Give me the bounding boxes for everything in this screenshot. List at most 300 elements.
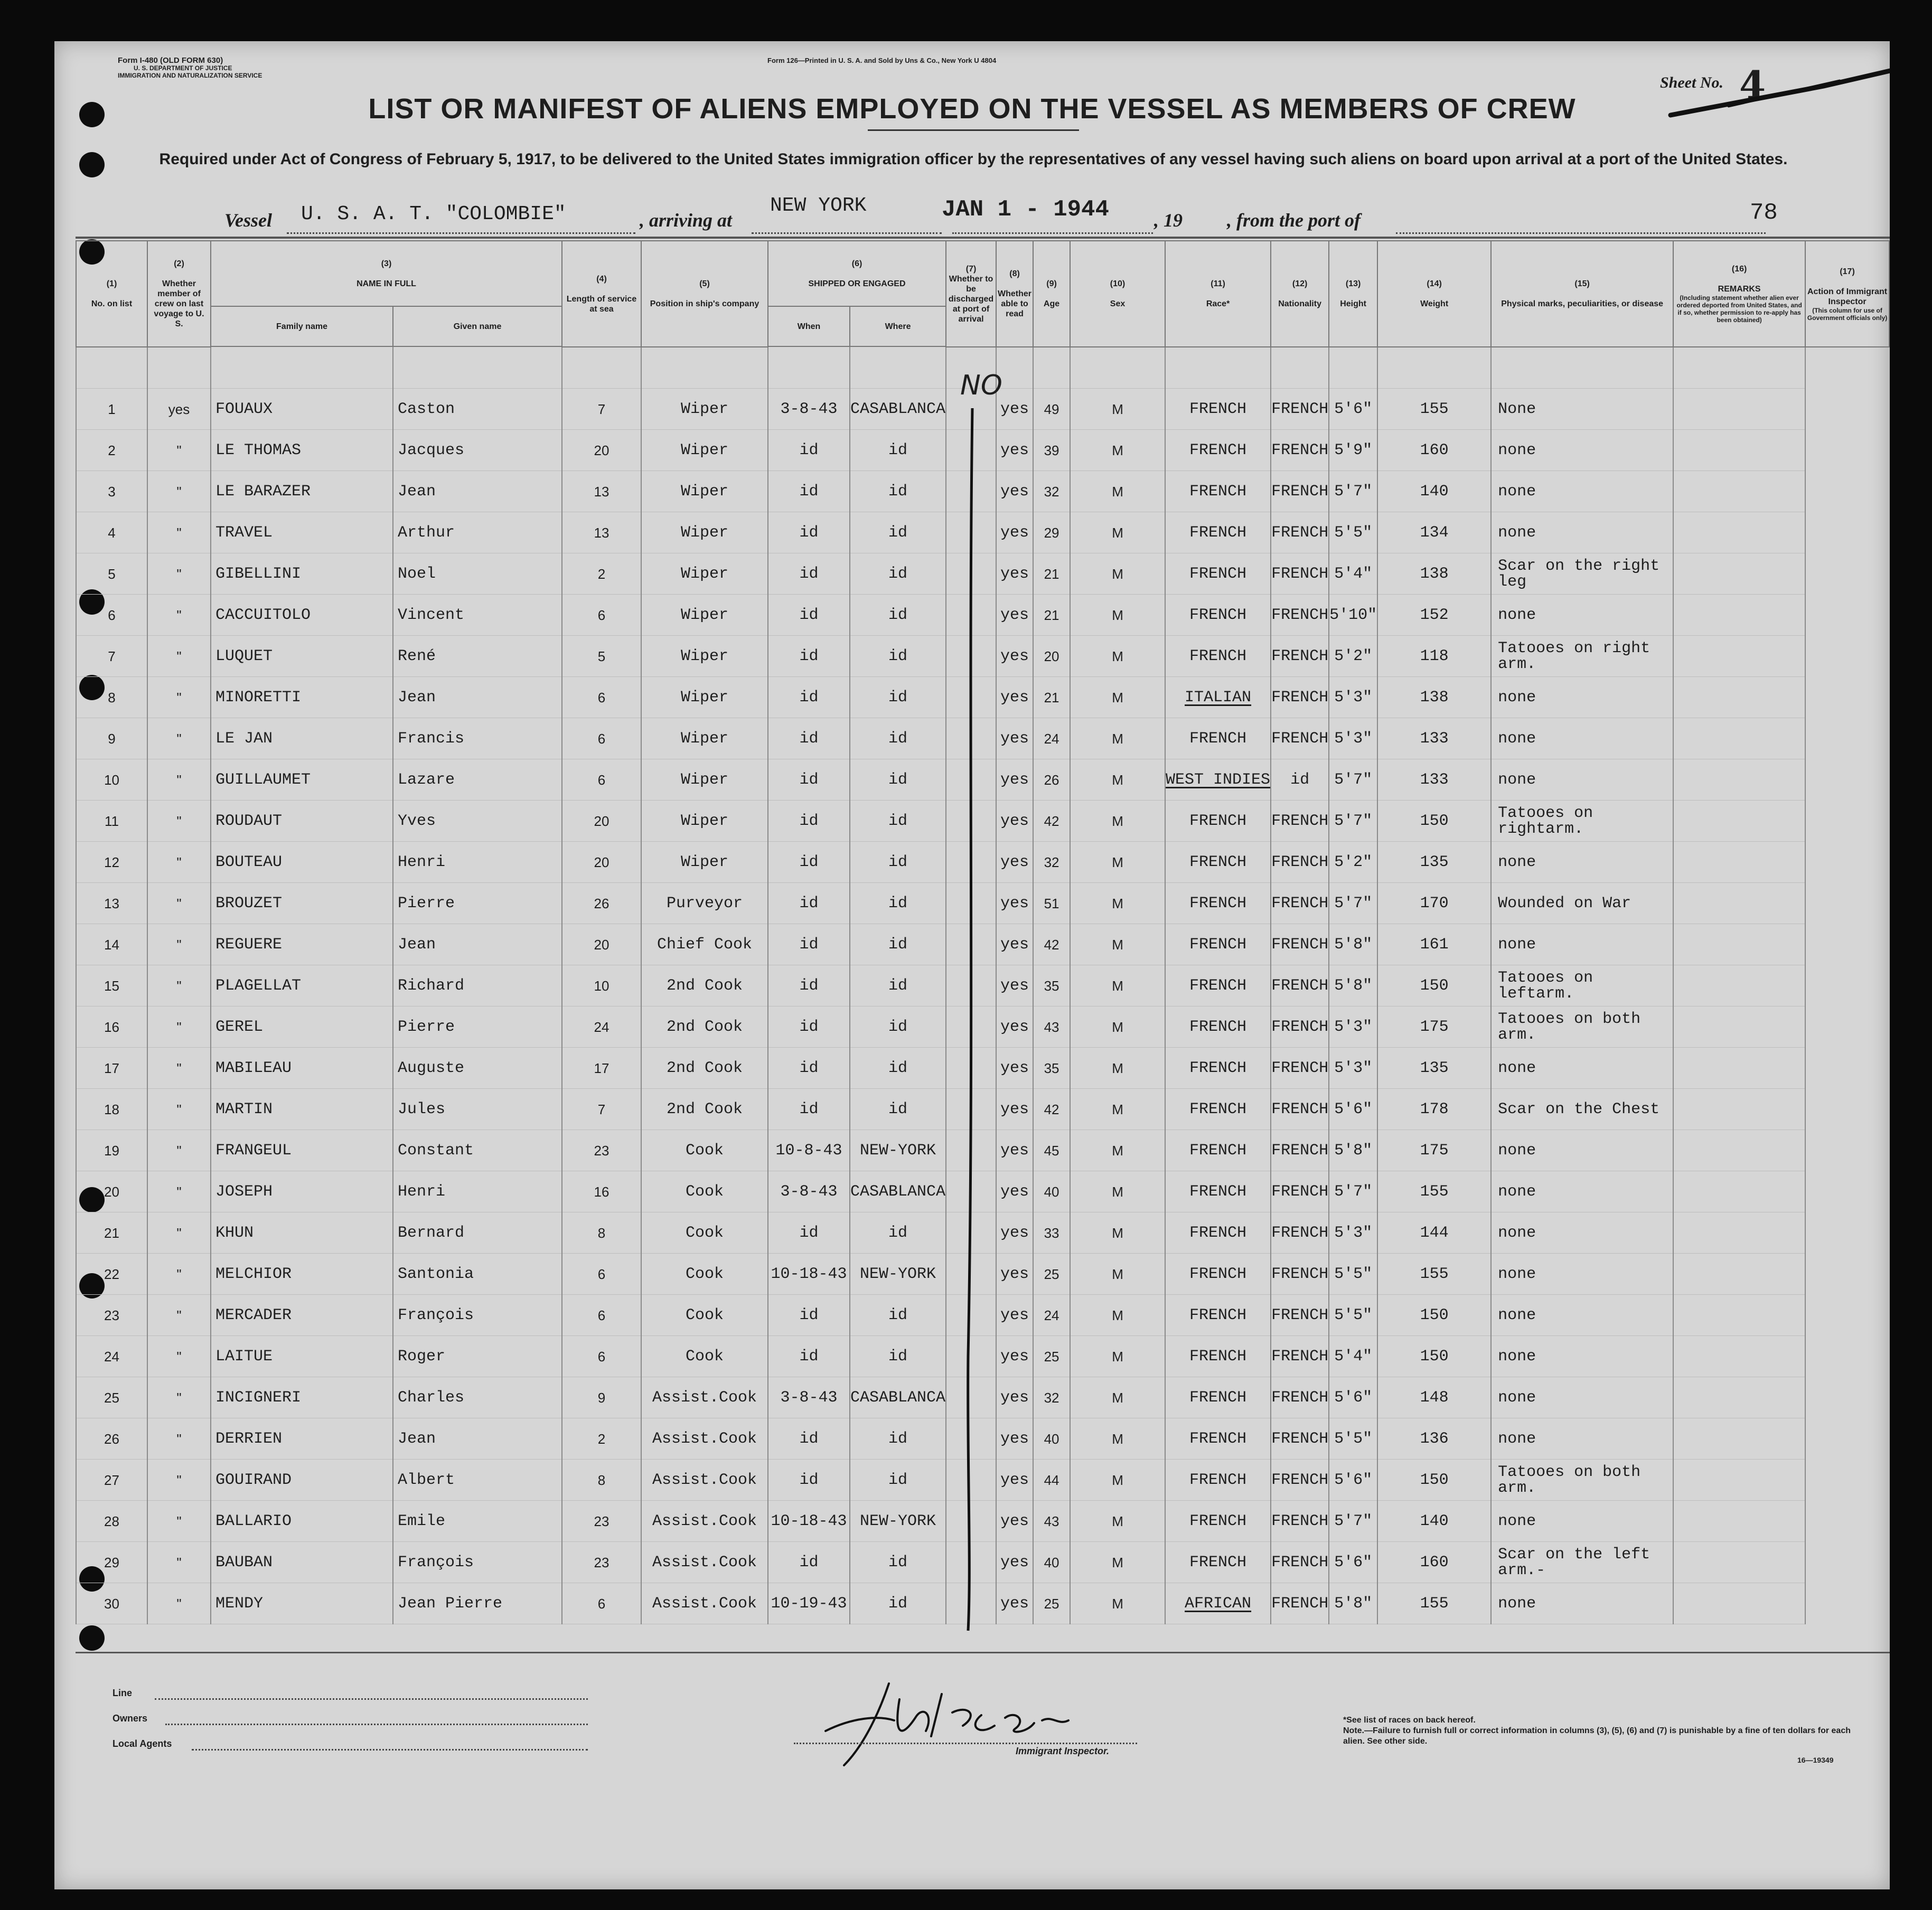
discharge-annotation: NO [960,370,1002,401]
shipped-where-cell [850,801,946,842]
weight-cell [1377,553,1491,595]
weight-value: 148 [1420,1388,1449,1407]
physical-marks-value: none [1498,935,1536,954]
shipped-where-value: CASABLANCA [850,400,946,418]
form-id: Form I-480 (OLD FORM 630) [118,56,223,65]
shipped-when-value: 3-8-43 [780,1388,838,1407]
physical-marks-cell [1491,430,1673,471]
race-value: FRENCH [1189,1347,1247,1366]
previous-voyage-cell [147,1254,211,1295]
weight-value: 175 [1420,1141,1449,1160]
position-value: Assist.Cook [652,1388,757,1407]
sex-cell [1070,1006,1165,1048]
physical-marks-value: Tatooes on right arm. [1498,639,1650,673]
race-cell [1165,512,1271,553]
family-name-value: GOUIRAND [215,1471,292,1489]
race-cell [1165,842,1271,883]
shipped-when-value: id [799,1429,819,1448]
able-to-read-cell [996,1583,1033,1624]
given-name-value: François [398,1306,474,1324]
physical-marks-value: Wounded on War [1498,894,1631,912]
age-value: 32 [1044,1389,1059,1406]
age-value: 24 [1044,730,1059,747]
height-value: 5'8" [1334,1594,1373,1613]
height-cell [1329,965,1377,1006]
weight-value: 150 [1420,1347,1449,1366]
physical-marks-cell [1491,636,1673,677]
nationality-value: FRENCH [1271,400,1329,418]
row-number-cell [76,1254,147,1295]
col-when-header: When [768,306,850,346]
able-to-read-value: yes [1000,935,1029,954]
nationality-value: FRENCH [1271,1594,1329,1613]
shipped-where-value: id [888,482,908,501]
height-value: 5'3" [1334,688,1373,707]
race-value: FRENCH [1189,729,1247,748]
given-name-value: René [398,647,436,665]
previous-voyage-value: " [176,1266,182,1282]
physical-marks-cell [1491,553,1673,595]
position-cell [641,1377,768,1418]
height-value: 5'10" [1329,606,1377,624]
able-to-read-cell [996,965,1033,1006]
age-value: 21 [1044,607,1059,623]
row-number-cell [76,471,147,512]
previous-voyage-value: " [176,1060,182,1076]
arrival-date: JAN 1 - 1944 [942,196,1109,223]
remarks-cell [1673,883,1805,924]
family-name-value: GEREL [215,1018,264,1036]
physical-marks-cell [1491,1336,1673,1377]
weight-value: 138 [1420,564,1449,583]
shipped-when-value: id [799,441,819,459]
binder-hole [79,152,105,177]
sex-value: M [1112,401,1123,417]
height-value: 5'5" [1334,523,1373,542]
shipped-when-cell [768,636,850,677]
shipped-where-cell [850,1418,946,1460]
age-cell [1033,759,1070,801]
family-name-cell [211,1089,393,1130]
sex-cell [1070,1254,1165,1295]
shipped-when-cell [768,1089,850,1130]
height-value: 5'4" [1334,1347,1373,1366]
given-name-value: Henri [398,853,446,871]
able-to-read-value: yes [1000,1388,1029,1407]
race-cell [1165,718,1271,759]
physical-marks-cell [1491,718,1673,759]
col-race-header: (11) Race* [1165,241,1271,347]
family-name-value: GUILLAUMET [215,770,311,789]
race-cell [1165,1048,1271,1089]
given-name-cell [393,512,562,553]
service-length-cell [562,1130,641,1171]
race-cell [1165,965,1271,1006]
height-value: 5'7" [1334,482,1373,501]
service-length-cell [562,1542,641,1583]
shipped-when-cell [768,1460,850,1501]
shipped-where-cell [850,759,946,801]
physical-marks-value: none [1498,1347,1536,1366]
previous-voyage-value: " [176,689,182,705]
position-cell [641,1130,768,1171]
row-number-value: 5 [108,566,116,582]
position-value: Chief Cook [656,935,753,954]
race-cell [1165,1583,1271,1624]
sex-value: M [1112,1225,1123,1241]
given-name-value: Yves [398,812,436,830]
weight-value: 155 [1420,1265,1449,1283]
service-length-cell [562,883,641,924]
family-name-cell [211,1336,393,1377]
shipped-where-cell [850,1336,946,1377]
shipped-when-cell [768,718,850,759]
row-number-value: 30 [104,1595,119,1612]
shipped-when-cell [768,1006,850,1048]
race-value: FRENCH [1189,606,1247,624]
height-cell [1329,636,1377,677]
shipped-where-cell [850,842,946,883]
weight-value: 150 [1420,976,1449,995]
race-value: FRENCH [1189,1429,1247,1448]
age-cell [1033,883,1070,924]
race-cell [1165,389,1271,430]
nationality-cell [1271,1006,1329,1048]
nationality-value: FRENCH [1271,441,1329,459]
shipped-when-cell [768,1254,850,1295]
physical-marks-cell [1491,759,1673,801]
position-cell [641,595,768,636]
service-length-cell [562,595,641,636]
service-length-cell [562,677,641,718]
nationality-cell [1271,801,1329,842]
given-name-cell [393,1171,562,1212]
position-cell [641,1418,768,1460]
sex-value: M [1112,854,1123,870]
page-title: LIST OR MANIFEST OF ALIENS EMPLOYED ON THE VESSEL AS MEMBERS OF CREW [368,93,1576,125]
service-length-value: 26 [594,895,609,911]
physical-marks-value: none [1498,1512,1536,1530]
remarks-cell [1673,430,1805,471]
previous-voyage-value: " [176,1019,182,1035]
nationality-cell [1271,1336,1329,1377]
race-value: FRENCH [1189,441,1247,459]
shipped-where-value: id [888,441,908,459]
shipped-where-value: id [888,564,908,583]
physical-marks-value: none [1498,770,1536,789]
previous-voyage-value: " [176,483,182,500]
shipped-when-cell [768,924,850,965]
given-name-cell [393,595,562,636]
shipped-when-value: 3-8-43 [780,400,838,418]
previous-voyage-cell [147,883,211,924]
height-cell [1329,801,1377,842]
col-where-header: Where [850,306,946,346]
given-name-cell [393,430,562,471]
family-name-value: BROUZET [215,894,283,912]
race-cell [1165,553,1271,595]
col-weight-header: (14) Weight [1377,241,1491,347]
nationality-cell [1271,512,1329,553]
given-name-value: Jean [398,1429,436,1448]
previous-voyage-value: " [176,977,182,994]
physical-marks-value: None [1498,400,1536,418]
position-cell [641,1089,768,1130]
row-number-cell [76,553,147,595]
remarks-cell [1673,801,1805,842]
nationality-cell [1271,1460,1329,1501]
nationality-cell [1271,883,1329,924]
shipped-when-cell [768,1377,850,1418]
age-value: 43 [1044,1513,1059,1529]
row-number-value: 8 [108,689,116,705]
previous-voyage-cell [147,965,211,1006]
sheet-label: Sheet No. [1660,74,1723,91]
family-name-value: PLAGELLAT [215,976,302,995]
previous-voyage-cell [147,1130,211,1171]
able-to-read-value: yes [1000,1224,1029,1242]
age-cell [1033,1254,1070,1295]
physical-marks-cell [1491,1130,1673,1171]
nationality-cell [1271,677,1329,718]
nationality-value: FRENCH [1271,1388,1329,1407]
able-to-read-cell [996,1460,1033,1501]
shipped-where-value: id [888,1100,908,1118]
given-name-cell [393,636,562,677]
physical-marks-cell [1491,1254,1673,1295]
shipped-where-value: id [888,523,908,542]
agents-fill-line [192,1749,588,1751]
service-length-value: 23 [594,1142,609,1159]
family-name-cell [211,1048,393,1089]
vessel-label: Vessel [224,210,272,231]
previous-voyage-value: " [176,936,182,953]
row-number-cell [76,759,147,801]
race-value: FRENCH [1189,400,1247,418]
position-cell [641,1295,768,1336]
height-value: 5'3" [1334,1018,1373,1036]
given-name-cell [393,801,562,842]
age-cell [1033,430,1070,471]
height-cell [1329,1418,1377,1460]
shipped-where-value: id [888,853,908,871]
shipped-when-cell [768,1295,850,1336]
position-cell [641,1336,768,1377]
shipped-where-cell [850,677,946,718]
given-name-value: Jean Pierre [398,1594,503,1613]
previous-voyage-cell [147,1089,211,1130]
race-value: FRENCH [1189,482,1247,501]
row-number-value: 2 [108,442,116,458]
height-cell [1329,1212,1377,1254]
family-name-cell [211,1212,393,1254]
service-length-value: 23 [594,1513,609,1529]
remarks-cell [1673,1377,1805,1418]
given-name-value: Pierre [398,1018,455,1036]
weight-cell [1377,1048,1491,1089]
col-discharge-header: (7) Whether to be discharged at port of arrival [946,241,996,347]
age-value: 25 [1044,1266,1059,1282]
sex-cell [1070,1460,1165,1501]
nationality-value: FRENCH [1271,1471,1329,1489]
family-name-cell [211,595,393,636]
nationality-value: FRENCH [1271,1429,1329,1448]
shipped-where-value: id [888,1553,908,1572]
shipped-where-cell [850,1254,946,1295]
nationality-cell [1271,471,1329,512]
row-number-value: 22 [104,1266,119,1282]
shipped-when-cell [768,1048,850,1089]
previous-voyage-value: " [176,1595,182,1612]
service-length-cell [562,801,641,842]
remarks-cell [1673,1336,1805,1377]
height-value: 5'2" [1334,647,1373,665]
sex-value: M [1112,1101,1123,1117]
nationality-cell [1271,924,1329,965]
height-value: 5'9" [1334,441,1373,459]
sex-cell [1070,1089,1165,1130]
able-to-read-cell [996,430,1033,471]
family-name-cell [211,883,393,924]
sex-value: M [1112,648,1123,664]
family-name-cell [211,801,393,842]
service-length-cell [562,553,641,595]
service-length-cell [562,924,641,965]
nationality-value: FRENCH [1271,1100,1329,1118]
able-to-read-value: yes [1000,1347,1029,1366]
position-value: Wiper [680,647,728,665]
race-value: ITALIAN [1185,688,1252,707]
shipped-where-value: id [888,1347,908,1366]
previous-voyage-cell [147,677,211,718]
able-to-read-value: yes [1000,1553,1029,1572]
age-value: 35 [1044,977,1059,994]
age-value: 21 [1044,566,1059,582]
able-to-read-value: yes [1000,812,1029,830]
age-value: 40 [1044,1431,1059,1447]
sex-cell [1070,1212,1165,1254]
able-to-read-value: yes [1000,523,1029,542]
height-value: 5'5" [1334,1265,1373,1283]
inspector-signature [794,1668,1121,1773]
shipped-when-cell [768,801,850,842]
shipped-when-value: 10-18-43 [771,1265,847,1283]
age-cell [1033,1048,1070,1089]
able-to-read-cell [996,1336,1033,1377]
shipped-where-value: id [888,1594,908,1613]
sex-cell [1070,1130,1165,1171]
shipped-when-value: id [799,564,819,583]
shipped-when-value: id [799,647,819,665]
nationality-cell [1271,389,1329,430]
service-length-cell [562,842,641,883]
from-port-label: , from the port of [1227,210,1361,231]
height-cell [1329,1583,1377,1624]
shipped-where-cell [850,553,946,595]
age-cell [1033,924,1070,965]
age-value: 49 [1044,401,1059,417]
row-number-value: 15 [104,977,119,994]
family-name-cell [211,1460,393,1501]
physical-marks-value: Tatooes on both arm. [1498,1010,1641,1044]
service-length-cell [562,1501,641,1542]
shipped-when-cell [768,1336,850,1377]
age-cell [1033,1336,1070,1377]
shipped-when-value: id [799,523,819,542]
family-name-cell [211,636,393,677]
year-label: , 19 [1154,210,1183,231]
service-length-value: 8 [597,1225,606,1241]
service-length-value: 6 [597,1266,606,1282]
age-cell [1033,842,1070,883]
height-cell [1329,1295,1377,1336]
footer-notes [1343,1715,1861,1747]
height-cell [1329,759,1377,801]
service-length-value: 6 [597,689,606,705]
able-to-read-cell [996,718,1033,759]
service-length-cell [562,1006,641,1048]
remarks-cell [1673,1089,1805,1130]
physical-marks-cell [1491,595,1673,636]
service-length-value: 20 [594,854,609,870]
remarks-cell [1673,1048,1805,1089]
previous-voyage-value: " [176,1389,182,1406]
position-value: Cook [685,1265,724,1283]
previous-voyage-cell [147,430,211,471]
col-shipped-header: (6) SHIPPED OR ENGAGED [768,241,946,306]
remarks-cell [1673,1254,1805,1295]
remarks-cell [1673,1460,1805,1501]
nationality-value: FRENCH [1271,1059,1329,1077]
previous-voyage-cell [147,1460,211,1501]
age-cell [1033,1377,1070,1418]
family-name-cell [211,965,393,1006]
previous-voyage-cell [147,471,211,512]
weight-value: 133 [1420,729,1449,748]
form-code: 16—19349 [1797,1756,1834,1764]
age-value: 25 [1044,1348,1059,1365]
weight-value: 150 [1420,1471,1449,1489]
weight-cell [1377,471,1491,512]
shipped-when-cell [768,842,850,883]
remarks-cell [1673,636,1805,677]
sex-value: M [1112,895,1123,911]
given-name-cell [393,1542,562,1583]
family-name-cell [211,389,393,430]
able-to-read-value: yes [1000,1100,1029,1118]
nationality-value: FRENCH [1271,1347,1329,1366]
position-value: Wiper [680,606,728,624]
nationality-cell [1271,1583,1329,1624]
able-to-read-value: yes [1000,482,1029,501]
nationality-cell [1271,430,1329,471]
weight-cell [1377,1418,1491,1460]
age-value: 42 [1044,936,1059,953]
sex-value: M [1112,483,1123,500]
previous-voyage-cell [147,759,211,801]
age-value: 42 [1044,1101,1059,1117]
height-cell [1329,1542,1377,1583]
previous-voyage-cell [147,1336,211,1377]
shipped-where-cell [850,430,946,471]
weight-cell [1377,1460,1491,1501]
weight-value: 150 [1420,1306,1449,1324]
given-name-cell [393,1089,562,1130]
sex-cell [1070,677,1165,718]
able-to-read-cell [996,1130,1033,1171]
shipped-when-value: id [799,853,819,871]
shipped-where-value: id [888,976,908,995]
